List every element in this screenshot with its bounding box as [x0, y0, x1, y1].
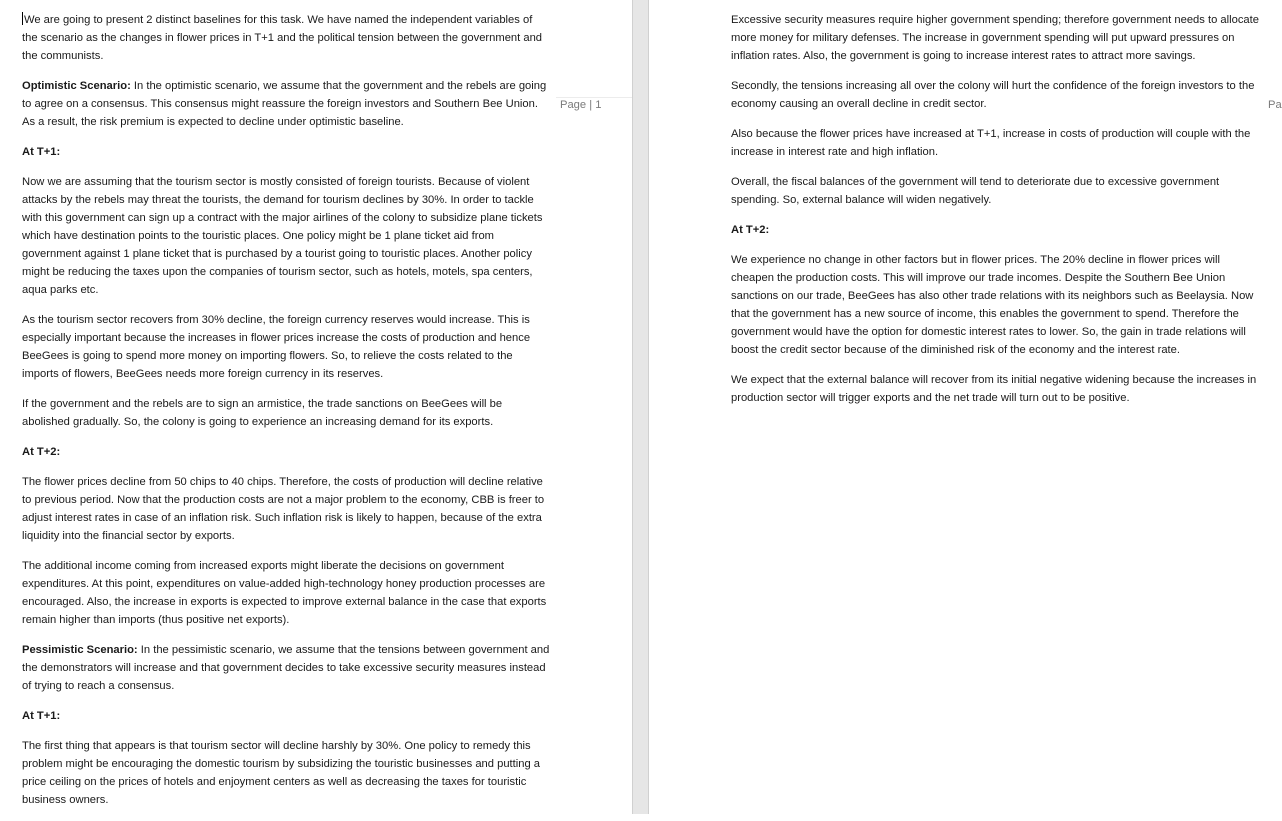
page-gap-separator: [632, 0, 649, 814]
paragraph-security-spending[interactable]: Excessive security measures require higher government spending; therefore government needs to allocate more money for military defenses. The increase in government spending will put upward pressures on inflation rates. Also, the government is going to increase interest rates to attract more savings.: [731, 14, 1259, 62]
paragraph-tourism-decline[interactable]: The first thing that appears is that tourism sector will decline harshly by 30%. One policy to remedy this problem might be encouraging the domestic tourism by subsidizing the touristic businesses and putting a price ceiling on the prices of hotels and enjoyment centers as well as decreasing the taxes for touristic business owners.: [22, 740, 541, 806]
paragraph-pessimistic-scenario[interactable]: Pessimistic Scenario: In the pessimistic scenario, we assume that the tensions between government and the demonstrators will increase and that government decides to take excessive security measures instead of trying to reach a consensus.: [22, 644, 550, 692]
heading-pessimistic-t2[interactable]: At T+2:: [731, 224, 770, 236]
paragraph-intro[interactable]: We are going to present 2 distinct baselines for this task. We have named the independent variables of the scenario as the changes in flower prices in T+1 and the political tension between the government and the communists.: [22, 14, 543, 62]
paragraph-tourism-demand[interactable]: Now we are assuming that the tourism sector is mostly consisted of foreign tourists. Because of violent attacks by the rebels may threat the tourists, the demand for tourism declines by 30%. In order to tackle with this government can sign up a contract with the major airlines of the colony to subsidize plane tickets which have destination points to the touristic places. One policy might be 1 plane ticket aid from government against 1 plane ticket that is purchased by a tourist going to touristic places. Another policy might be reducing the taxes upon the companies of tourism sector, such as hotels, motels, spa centers, aqua parks etc.: [22, 176, 543, 296]
document-page-2[interactable]: [649, 0, 1282, 814]
heading-pessimistic-scenario: Pessimistic Scenario:: [22, 644, 138, 656]
page-2-text-column[interactable]: [731, 11, 1261, 419]
paragraph-armistice[interactable]: If the government and the rebels are to sign an armistice, the trade sanctions on BeeGees will be abolished gradually. So, the colony is going to experience an increasing demand for its exports.: [22, 398, 503, 428]
page-number-label-partial: Pa: [1268, 99, 1282, 111]
paragraph-external-balance[interactable]: We expect that the external balance will recover from its initial negative widening because the increases in production sector will trigger exports and the net trade will turn out to be positive.: [731, 374, 1257, 404]
heading-optimistic-scenario: Optimistic Scenario:: [22, 80, 131, 92]
paragraph-flower-price-decline[interactable]: The flower prices decline from 50 chips to 40 chips. Therefore, the costs of production will decline relative to previous period. Now that the production costs are not a major problem to the economy, CBB is freer to adjust interest rates in case of an inflation risk. Such inflation risk is likely to happen, because of the extra liquidity into the financial sector by exports.: [22, 476, 545, 542]
paragraph-fiscal-balance[interactable]: Overall, the fiscal balances of the government will tend to deteriorate due to excessive government spending. So, external balance will widen negatively.: [731, 176, 1220, 206]
heading-pessimistic-t1[interactable]: At T+1:: [22, 710, 61, 722]
paragraph-additional-income[interactable]: The additional income coming from increased exports might liberate the decisions on government expenditures. At this point, expenditures on value-added high-technology honey production processes are encouraged. Also, the increase in exports is expected to improve external balance in the case that exports remain higher than imports (thus positive net exports).: [22, 560, 547, 626]
page-number-label: Page | 1: [560, 99, 601, 111]
paragraph-trade-incomes[interactable]: We experience no change in other factors but in flower prices. The 20% decline in flower prices will cheapen the production costs. This will improve our trade incomes. Despite the Southern Bee Union sanctions on our trade, BeeGees has also other trade relations with its neighbors such as Beelaysia. Now that the government has a new source of income, this enables the government to spend. Therefore the government would have the option for domestic interest rates to lower. So, the gain in trade relations will boost the credit sector because of the diminished risk of the economy and the interest rate.: [731, 254, 1254, 356]
paragraph-optimistic-scenario[interactable]: Optimistic Scenario: In the optimistic scenario, we assume that the government and the rebels are going to agree on a consensus. This consensus might reassure the foreign investors and Southern Bee Union. As a result, the risk premium is expected to decline under optimistic baseline.: [22, 80, 547, 128]
document-page-1[interactable]: [0, 0, 632, 814]
page-1-text-column[interactable]: [22, 11, 550, 821]
text-cursor: [22, 12, 23, 25]
paragraph-production-costs[interactable]: Also because the flower prices have increased at T+1, increase in costs of production will couple with the increase in interest rate and high inflation.: [731, 128, 1251, 158]
heading-optimistic-t2[interactable]: At T+2:: [22, 446, 61, 458]
heading-optimistic-t1[interactable]: At T+1:: [22, 146, 61, 158]
paragraph-currency-reserves[interactable]: As the tourism sector recovers from 30% decline, the foreign currency reserves would increase. This is especially important because the increases in flower prices increase the costs of production and hence BeeGees is going to spend more money on importing flowers. So, to relieve the costs related to the imports of flowers, BeeGees needs more foreign currency in its reserves.: [22, 314, 531, 380]
paragraph-investor-confidence[interactable]: Secondly, the tensions increasing all over the colony will hurt the confidence of the foreign investors to the economy causing an overall decline in credit sector.: [731, 80, 1255, 110]
